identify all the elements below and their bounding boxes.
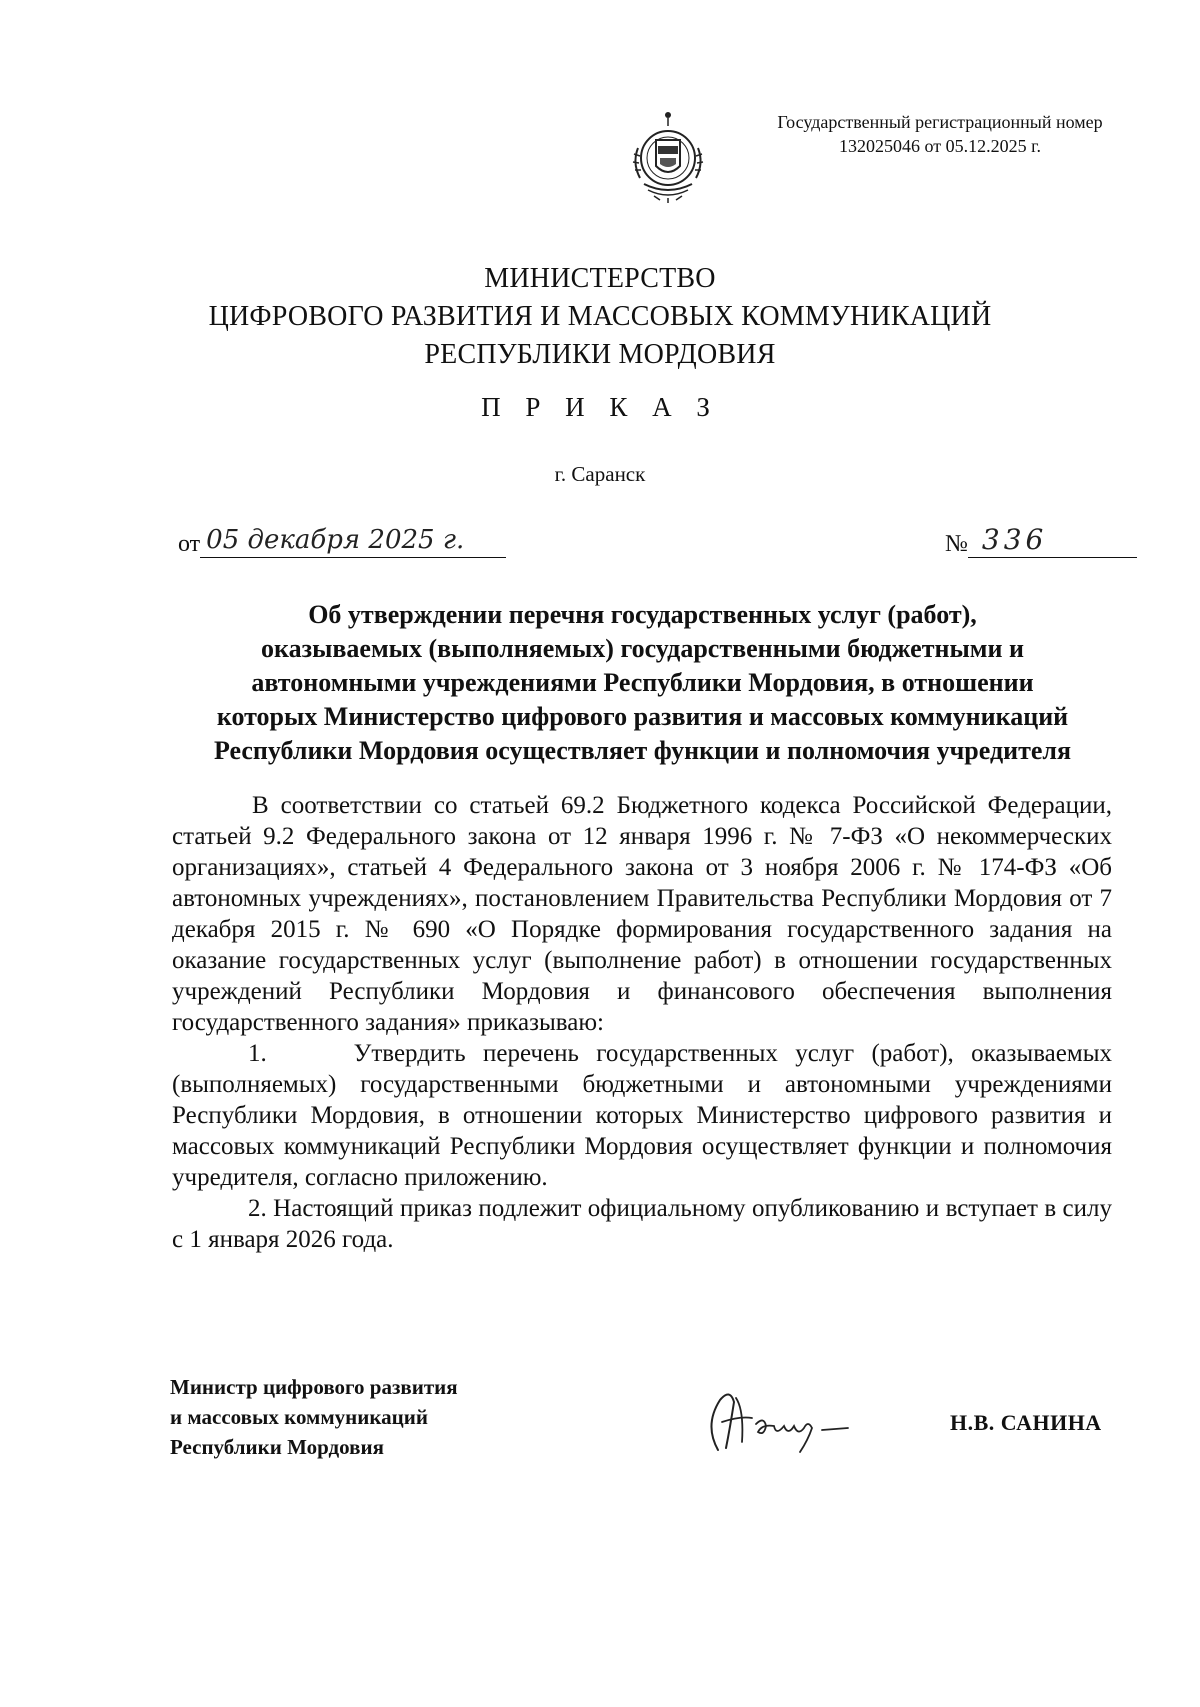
title-line-5: Республики Мордовия осуществляет функции и полномочия учредителя [213, 736, 1072, 765]
signatory-name: Н.В. САНИНА [950, 1410, 1102, 1435]
registration-label: Государственный регистрационный номер [777, 112, 1103, 132]
mordovia-coat-of-arms-icon [618, 108, 718, 218]
handwritten-signature [700, 1380, 870, 1460]
position-line-2: и массовых коммуникаций [170, 1405, 428, 1429]
title-line-3: автономными учреждениями Республики Мордовия, в отношении [251, 668, 1034, 697]
number-line [945, 518, 1137, 558]
number-prefix: № [945, 531, 968, 557]
ministry-line-3: РЕСПУБЛИКИ МОРДОВИЯ [424, 339, 776, 370]
document-title [170, 598, 1115, 768]
registration-number: 132025046 от 05.12.2025 г. [839, 136, 1041, 156]
ministry-header [100, 260, 1100, 374]
title-line-4: которых Министерство цифрового развития и массовых коммуникаций [216, 702, 1069, 731]
document-body [172, 790, 1112, 1255]
preamble-paragraph: В соответствии со статьей 69.2 Бюджетного кодекса Российской Федерации, статьей 9.2 Федерального закона от 12 января 1996 г. № 7-ФЗ «О некоммерческих организациях», статьей 4 Федерального закона от 3 ноября 2006 г. № 174-ФЗ «Об автономных учреждениях», постановлением Правительства Республики Мордовия от 7 декабря 2015 г. № 690 «О Порядке формирования государственного задания на оказание государственных услуг (выполнение работ) в отношении государственных учреждений Республики Мордовия и финансового обеспечения выполнения государственного задания» приказываю: [172, 792, 1112, 1036]
handwritten-date: 05 декабря 2025 г. [200, 523, 506, 558]
date-prefix: от [178, 531, 201, 557]
handwritten-number: 336 [968, 523, 1137, 558]
ministry-line-2: ЦИФРОВОГО РАЗВИТИЯ И МАССОВЫХ КОММУНИКАЦИЙ [208, 301, 992, 332]
position-line-3: Республики Мордовия [170, 1435, 384, 1459]
title-line-1: Об утверждении перечня государственных услуг (работ), [308, 600, 977, 629]
city: г. Саранск [554, 462, 646, 486]
item-2-paragraph: 2. Настоящий приказ подлежит официальному опубликованию и вступает в силу с 1 января 2026 года. [172, 1195, 1112, 1253]
signatory-position [170, 1372, 458, 1462]
item-1-paragraph: 1. Утвердить перечень государственных услуг (работ), оказываемых (выполняемых) государственными бюджетными и автономными учреждениями Республики Мордовия, в отношении которых Министерство цифрового развития и массовых коммуникаций Республики Мордовия осуществляет функции и полномочия учредителя, согласно приложению. [172, 1040, 1112, 1191]
document-type: П Р И К А З [481, 392, 719, 422]
title-line-2: оказываемых (выполняемых) государственными бюджетными и [261, 634, 1024, 663]
position-line-1: Министр цифрового развития [170, 1375, 458, 1399]
date-line [178, 518, 506, 558]
registration-stamp [740, 110, 1140, 158]
ministry-line-1: МИНИСТЕРСТВО [484, 263, 716, 294]
